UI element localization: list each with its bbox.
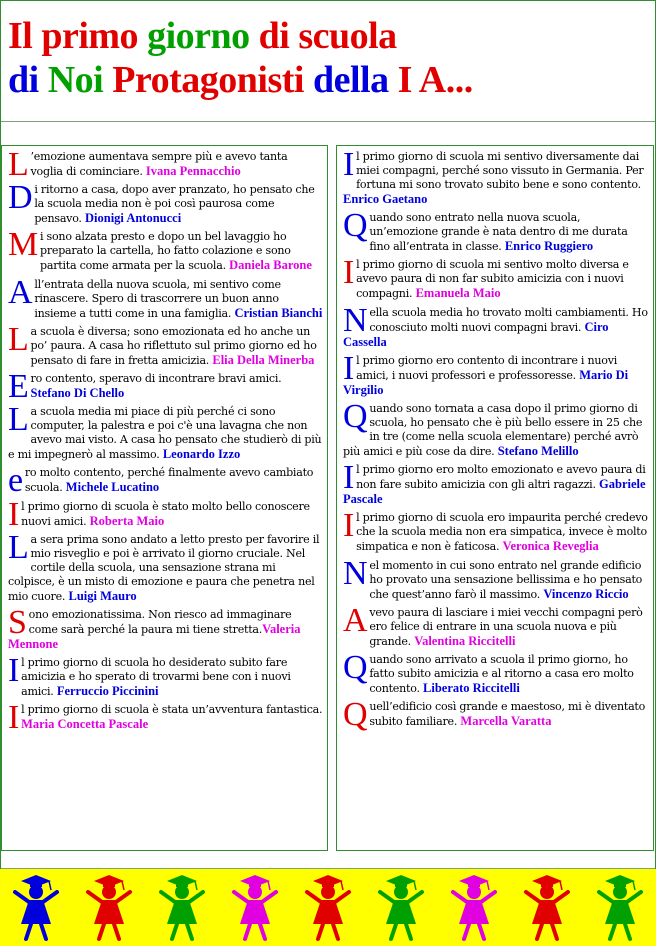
testimony-entry	[8, 367, 323, 405]
testimony-entry	[343, 601, 649, 649]
right-column	[336, 145, 654, 851]
dropcap-letter: L	[8, 528, 29, 566]
testimony-entry	[343, 254, 649, 301]
testimony-entry	[8, 146, 323, 183]
dropcap-letter: Q	[343, 648, 368, 686]
author-name: Leonardo Izzo	[162, 447, 241, 462]
dropcap-letter: L	[8, 401, 29, 439]
dropcap-letter: I	[343, 507, 355, 545]
title-word: Il primo	[8, 15, 148, 57]
testimony-text: uell’edificio così grande e maestoso, mi è diventato subito familiare.	[369, 700, 646, 729]
child-graduate-icon	[522, 872, 572, 942]
child-graduate-icon	[157, 872, 207, 942]
child-graduate-icon	[376, 872, 426, 942]
title-word: Noi	[47, 59, 113, 101]
author-name: Michele Lucatino	[65, 480, 160, 495]
author-name: Daniela Barone	[229, 258, 312, 273]
testimony-text: ro molto contento, perché finalmente avevo cambiato scuola.	[24, 466, 314, 495]
child-graduate-icon	[595, 872, 645, 942]
testimony-entry	[343, 648, 649, 696]
testimony-entry	[343, 207, 649, 254]
testimony-text: ono emozionatissima. Non riesco ad immaginare come sarà perché la paura mi tiene stretta.	[28, 607, 292, 636]
testimony-entry	[8, 320, 323, 368]
author-name: Stefano Melillo	[497, 443, 579, 458]
title-divider	[1, 121, 655, 122]
author-name: Valeria Mennone	[8, 621, 301, 651]
testimony-entry	[343, 397, 649, 459]
title-word: giorno	[147, 15, 259, 57]
author-name: Ivana Pennacchio	[145, 164, 241, 178]
dropcap-letter: E	[8, 367, 29, 405]
testimony-entry	[343, 459, 649, 507]
testimony-text: uando sono arrivato a scuola il primo giorno, ho fatto subito amicizia e al ritorno a casa ero molto contento.	[369, 652, 634, 695]
testimony-text: ’emozione aumentava sempre più e avevo tanta voglia di cominciare.	[30, 150, 288, 178]
dropcap-letter: I	[343, 459, 355, 497]
author-name: Marcella Varatta	[460, 714, 552, 729]
testimony-text: l primo giorno di scuola mi sentivo diversamente dai miei compagni, perché sono vissuto in Germania. Per fortuna mi sono trovato subito bene e sono contento.	[356, 150, 644, 191]
title-line-2	[8, 58, 648, 102]
testimony-text: el momento in cui sono entrato nel grande edificio ho provato una sensazione bellissima e ho pensato che quest’anno farò il massimo.	[369, 558, 643, 601]
testimony-entry	[8, 699, 323, 737]
testimony-text: a scuola è diversa; sono emozionata ed ho anche un po’ paura. A casa ho riflettuto sul primo giorno ed ho pensato di fare in fretta amicizia.	[30, 324, 317, 367]
author-name: Dionigi Antonucci	[85, 211, 182, 226]
author-name: Stefano Di Chello	[30, 385, 125, 400]
child-graduate-icon	[230, 872, 280, 942]
testimony-text: a sera prima sono andato a letto presto per favorire il mio risveglio e poi è arrivato il giorno cruciale. Nel cortile della scuola, una sensazione strana mi colpisce, è un misto di emozione e paura che penetra nel mio cuore.	[8, 532, 320, 603]
author-name: Veronica Reveglia	[502, 539, 599, 554]
author-name: Liberato Riccitelli	[423, 680, 520, 695]
testimony-text: l primo giorno di scuola è stato molto bello conoscere nuovi amici.	[21, 499, 310, 528]
testimony-text: i ritorno a casa, dopo aver pranzato, ho pensato che la scuola media non è poi così paurosa come pensavo.	[34, 183, 315, 226]
author-name: Enrico Ruggiero	[504, 239, 594, 254]
testimony-text: l primo giorno di scuola mi sentivo molto diversa e avevo paura di non far subito amicizia con i nuovi compagni.	[356, 258, 629, 301]
testimony-entry	[343, 146, 649, 207]
title-word: della	[312, 59, 398, 101]
testimony-entry	[8, 401, 323, 462]
testimony-entry	[8, 226, 323, 273]
author-name: Gabriele Pascale	[343, 477, 646, 507]
child-graduate-icon	[84, 872, 134, 942]
title-word: di	[8, 59, 48, 101]
page-title	[8, 14, 648, 102]
author-name: Roberta Maio	[89, 513, 165, 528]
dropcap-letter: L	[8, 146, 29, 183]
testimony-text: uando sono tornata a casa dopo il primo giorno di scuola, ho pensato che è più bello essere in 25 che in tre (come nella scuola elementare) perché avrò più amici e più cose da dire.	[343, 401, 643, 458]
author-name: Mario Di Virgilio	[343, 367, 629, 397]
testimony-entry	[343, 696, 649, 734]
title-word: di scuola	[258, 15, 397, 57]
title-line-1	[8, 14, 648, 58]
title-word: I A...	[397, 59, 473, 101]
author-name: Cristian Bianchi	[234, 305, 323, 320]
testimony-text: l primo giorno di scuola ero impaurita perché credevo che la scuola media non era simpatica, invece è molto simpatica e non è faticosa.	[356, 511, 648, 554]
dropcap-letter: N	[343, 301, 368, 339]
testimony-text: ll’entrata della nuova scuola, mi sentivo come rinascere. Spero di trascorrere un buon anno insieme a tutti come in una famiglia.	[34, 277, 281, 320]
testimony-entry	[343, 554, 649, 602]
child-graduate-icon	[11, 872, 61, 942]
author-name: Maria Concetta Pascale	[21, 717, 149, 732]
testimony-text: a scuola media mi piace di più perché ci sono computer, la palestra e poi c'è una lavagna che non avevo mai visto. A casa ho pensato che studierò di più e mi impegnerò al massimo.	[8, 405, 322, 462]
testimony-entry	[8, 528, 323, 604]
testimony-entry	[8, 179, 323, 226]
dropcap-letter: Q	[343, 207, 368, 245]
testimony-entry	[343, 507, 649, 554]
testimony-entry	[343, 301, 649, 350]
dropcap-letter: I	[343, 349, 355, 387]
testimony-entry	[8, 273, 323, 321]
dropcap-letter: e	[8, 462, 23, 500]
author-name: Emanuela Maio	[415, 286, 501, 301]
testimony-text: vevo paura di lasciare i miei vecchi compagni però ero felice di entrare in una scuola nuova e più grande.	[369, 605, 643, 648]
testimony-text: l primo giorno ero molto emozionato e avevo paura di non fare subito amicizia con gli altri ragazzi.	[356, 463, 646, 492]
testimony-text: ella scuola media ho trovato molti cambiamenti. Ho conosciuto molti nuovi compagni bravi.	[369, 305, 648, 334]
author-name: Enrico Gaetano	[343, 192, 428, 206]
dropcap-letter: I	[8, 652, 20, 690]
child-graduate-icon	[449, 872, 499, 942]
testimony-entry	[8, 603, 323, 652]
testimony-entry	[8, 495, 323, 533]
dropcap-letter: I	[8, 699, 20, 737]
footer-banner	[0, 869, 656, 946]
dropcap-letter: D	[8, 179, 33, 217]
testimony-text: l primo giorno di scuola ho desiderato subito fare amicizia e ho sperato di trovarmi bene con i nuovi amici.	[21, 656, 291, 699]
dropcap-letter: I	[343, 254, 355, 292]
dropcap-letter: N	[343, 554, 368, 592]
testimony-text: i sono alzata presto e dopo un bel lavaggio ho preparato la cartella, ho fatto colazione e sono partita come armata per la scuola.	[39, 230, 291, 273]
dropcap-letter: I	[8, 495, 20, 533]
author-name: Valentina Riccitelli	[414, 633, 516, 648]
testimony-text: ro contento, speravo di incontrare bravi amici.	[30, 371, 282, 385]
testimony-entry	[8, 462, 323, 500]
dropcap-letter: A	[343, 601, 368, 639]
dropcap-letter: A	[8, 273, 33, 311]
author-name: Elia Della Minerba	[212, 352, 315, 367]
dropcap-letter: S	[8, 603, 27, 641]
child-graduate-icon	[303, 872, 353, 942]
testimony-text: l primo giorno di scuola è stata un’avventura fantastica.	[21, 703, 323, 717]
testimony-text: l primo giorno ero contento di incontrare i nuovi amici, i nuovi professori e professoresse.	[356, 353, 618, 382]
dropcap-letter: I	[343, 146, 355, 183]
author-name: Ferruccio Piccinini	[56, 684, 159, 699]
dropcap-letter: Q	[343, 696, 368, 734]
testimony-entry	[8, 652, 323, 699]
dropcap-letter: Q	[343, 397, 368, 435]
left-column	[1, 145, 328, 851]
author-name: Luigi Mauro	[68, 588, 137, 603]
dropcap-letter: L	[8, 320, 29, 358]
testimony-entry	[343, 349, 649, 398]
testimony-text: uando sono entrato nella nuova scuola, un’emozione grande è nata dentro di me durata fino all’entrata in classe.	[369, 211, 628, 254]
author-name: Vincenzo Riccio	[543, 586, 629, 601]
dropcap-letter: M	[8, 226, 38, 264]
title-word: Protagonisti	[112, 59, 313, 101]
author-name: Ciro Cassella	[343, 319, 609, 349]
